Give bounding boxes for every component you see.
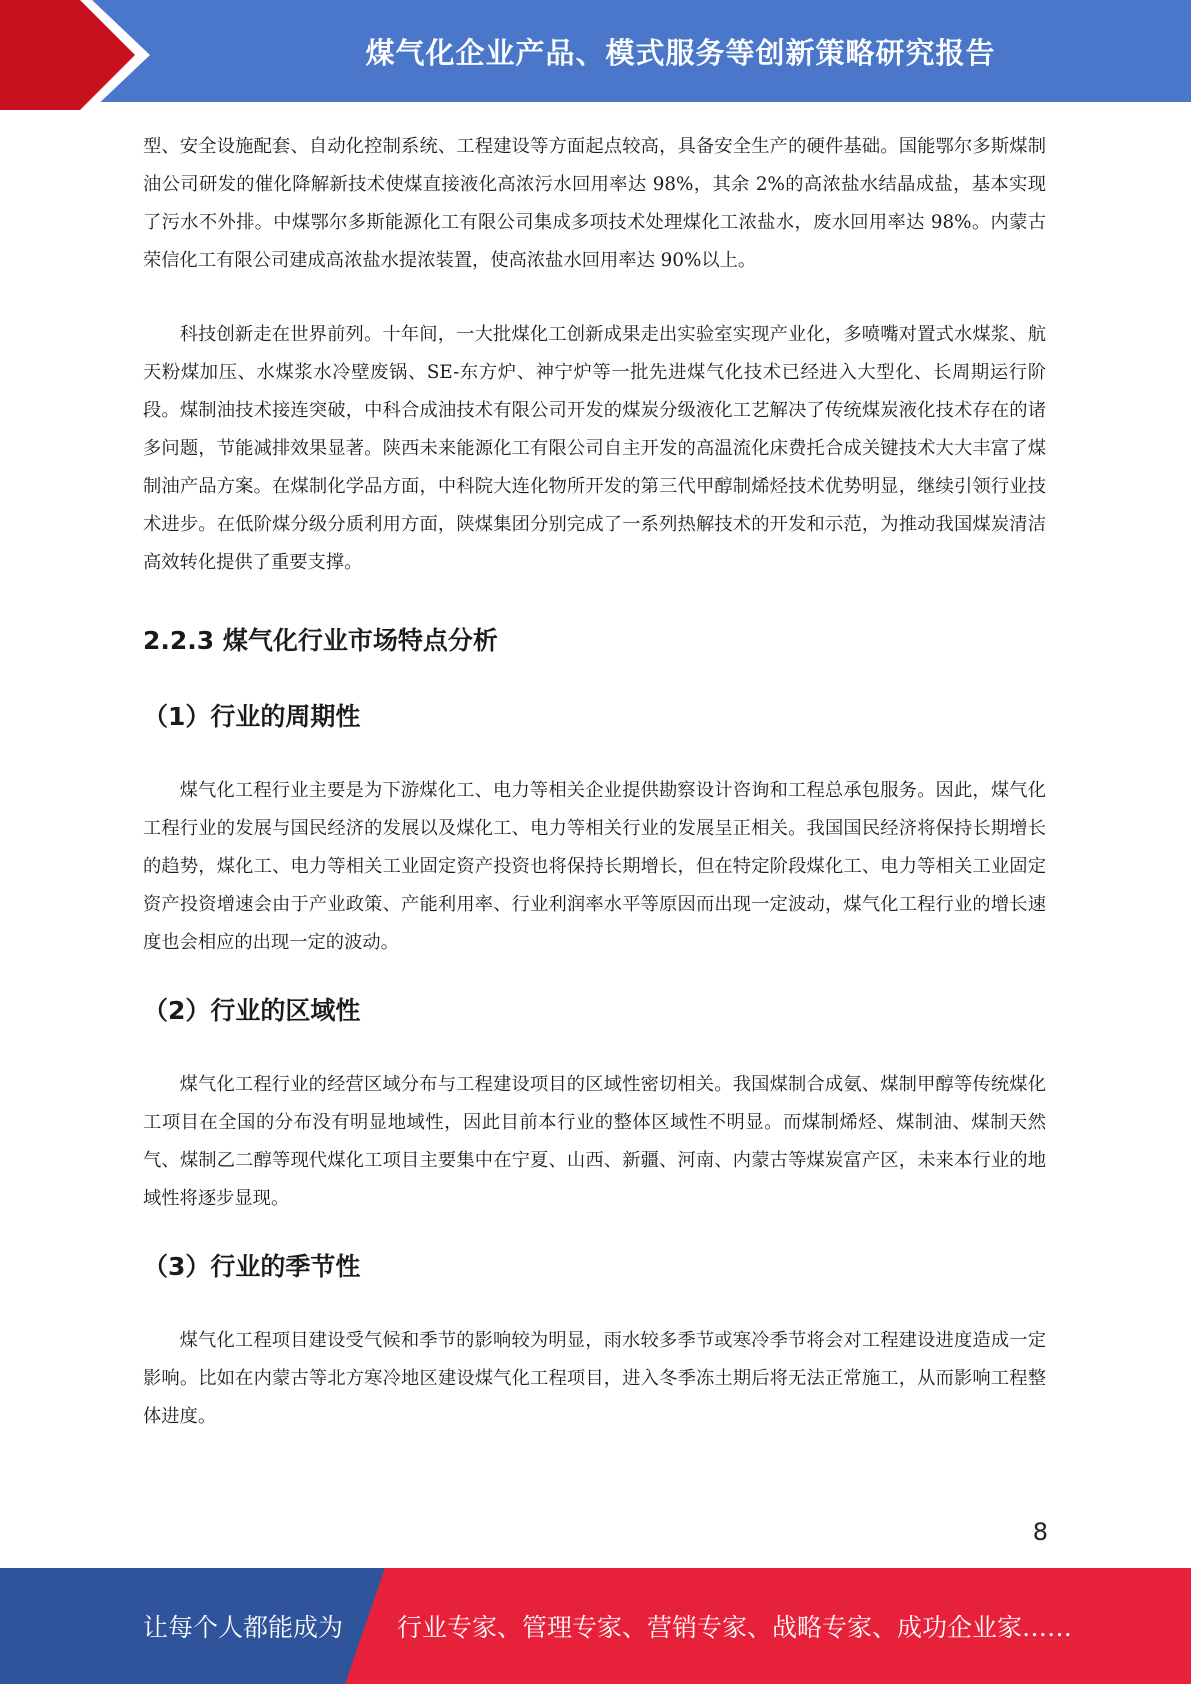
footer-slogan-left: 让每个人都能成为 bbox=[143, 1613, 344, 1642]
paragraph-seasonality: 煤气化工程项目建设受气候和季节的影响较为明显，雨水较多季节或寒冷季节将会对工程建设进度造成一定影响。比如在内蒙古等北方寒冷地区建设煤气化工程项目，进入冬季冻土期后将无法正常施工，从而影响工程整体进度。 bbox=[143, 1330, 1046, 1427]
subsection-heading-regionality: （2）行业的区域性 bbox=[143, 996, 361, 1025]
footer-slogan-right: 行业专家、管理专家、营销专家、战略专家、成功企业家…… bbox=[397, 1613, 1073, 1642]
paragraph-regionality: 煤气化工程行业的经营区域分布与工程建设项目的区域性密切相关。我国煤制合成氨、煤制甲醇等传统煤化工项目在全国的分布没有明显地域性，因此目前本行业的整体区域性不明显。而煤制烯烃、煤制油、煤制天然气、煤制乙二醇等现代煤化工项目主要集中在宁夏、山西、新疆、河南、内蒙古等煤炭富产区，未来本行业的地域性将逐步显现。 bbox=[143, 1074, 1046, 1209]
page-number: 8 bbox=[1032, 1518, 1048, 1546]
subsection-heading-seasonality: （3）行业的季节性 bbox=[143, 1252, 361, 1281]
document-body bbox=[143, 128, 1046, 1436]
section-heading: 2.2.3 煤气化行业市场特点分析 bbox=[143, 626, 498, 655]
report-title: 煤气化企业产品、模式服务等创新策略研究报告 bbox=[365, 35, 996, 70]
page-header bbox=[0, 0, 1191, 110]
paragraph-tech-innovation: 科技创新走在世界前列。十年间，一大批煤化工创新成果走出实验室实现产业化，多喷嘴对置式水煤浆、航天粉煤加压、水煤浆水冷壁废锅、SE-东方炉、神宁炉等一批先进煤气化技术已经进入大型化、长周期运行阶段。煤制油技术接连突破，中科合成油技术有限公司开发的煤炭分级液化工艺解决了传统煤炭液化技术存在的诸多问题，节能减排效果显著。陕西未来能源化工有限公司自主开发的高温流化床费托合成关键技术大大丰富了煤制油产品方案。在煤制化学品方面，中科院大连化物所开发的第三代甲醇制烯烃技术优势明显，继续引领行业技术进步。在低阶煤分级分质利用方面，陕煤集团分别完成了一系列热解技术的开发和示范，为推动我国煤炭清洁高效转化提供了重要支撑。 bbox=[143, 324, 1046, 573]
page-footer bbox=[0, 1568, 1191, 1684]
paragraph-cyclicality: 煤气化工程行业主要是为下游煤化工、电力等相关企业提供勘察设计咨询和工程总承包服务。因此，煤气化工程行业的发展与国民经济的发展以及煤化工、电力等相关行业的发展呈正相关。我国国民经济将保持长期增长的趋势，煤化工、电力等相关工业固定资产投资也将保持长期增长，但在特定阶段煤化工、电力等相关工业固定资产投资增速会由于产业政策、产能利用率、行业利润率水平等原因而出现一定波动，煤气化工程行业的增长速度也会相应的出现一定的波动。 bbox=[143, 780, 1046, 953]
paragraph-continued: 型、安全设施配套、自动化控制系统、工程建设等方面起点较高，具备安全生产的硬件基础。国能鄂尔多斯煤制油公司研发的催化降解新技术使煤直接液化高浓污水回用率达 98%，其余 2%的高浓盐水结晶成盐，基本实现了污水不外排。中煤鄂尔多斯能源化工有限公司集成多项技术处理煤化工浓盐水，废水回用率达 98%。内蒙古荣信化工有限公司建成高浓盐水提浓装置，使高浓盐水回用率达 90%以上。 bbox=[143, 136, 1046, 271]
subsection-heading-cyclicality: （1）行业的周期性 bbox=[143, 702, 361, 731]
